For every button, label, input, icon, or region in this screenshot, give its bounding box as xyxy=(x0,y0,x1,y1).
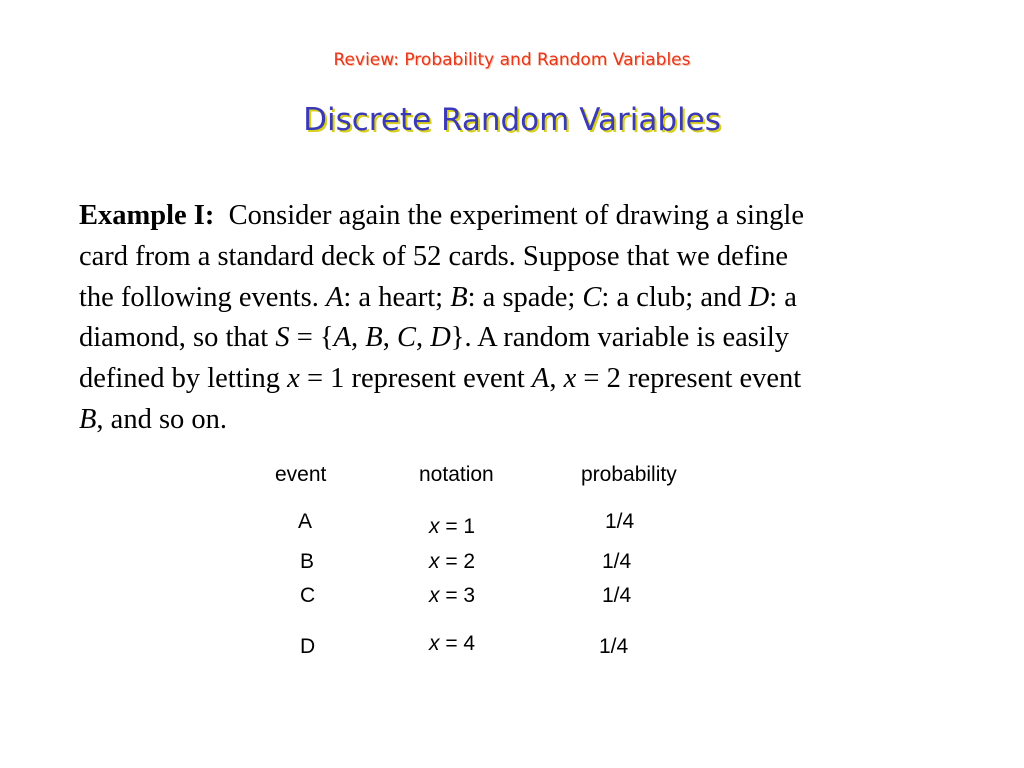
text-segment: = 2 represent event xyxy=(576,363,802,395)
variable-symbol: x xyxy=(429,515,440,538)
example-paragraph xyxy=(79,196,959,441)
notation-value: = 2 xyxy=(439,550,476,573)
text-segment: card from a standard deck of 52 cards. Suppose that we define xyxy=(79,240,789,272)
text-segment: , xyxy=(549,363,564,395)
header-notation: notation xyxy=(419,463,494,486)
paragraph-line-3 xyxy=(79,278,959,319)
text-segment: = { xyxy=(289,322,334,354)
slide-subtitle: Review: Probability and Random Variables xyxy=(333,50,691,70)
paragraph-line-2 xyxy=(79,237,959,278)
event-cell-a: A xyxy=(298,510,313,533)
paragraph-line-4 xyxy=(79,318,959,359)
event-cell-c: C xyxy=(300,584,316,607)
text-segment: }. A random variable is easily xyxy=(450,322,789,354)
header-probability: probability xyxy=(581,463,677,486)
paragraph-line-6 xyxy=(79,400,959,441)
text-segment: Consider again the experiment of drawing a single xyxy=(228,200,804,231)
probability-cell-d: 1/4 xyxy=(599,635,629,658)
text-segment: diamond, so that xyxy=(79,322,276,354)
event-symbol: D xyxy=(748,281,770,313)
text-segment: : a heart; xyxy=(343,281,451,313)
text-segment: , xyxy=(415,322,431,354)
notation-cell-c xyxy=(429,584,475,608)
text-segment: : a spade; xyxy=(467,281,583,313)
event-symbol: B xyxy=(450,281,468,313)
event-symbol: C xyxy=(396,322,416,354)
sample-space-symbol: S xyxy=(275,322,290,354)
text-segment: : a xyxy=(769,281,797,313)
header-event: event xyxy=(275,463,327,486)
variable-symbol: x xyxy=(287,363,300,395)
variable-symbol: x xyxy=(429,584,440,607)
probability-cell-b: 1/4 xyxy=(602,550,632,573)
paragraph-line-5 xyxy=(79,359,959,400)
event-symbol: B xyxy=(79,403,97,435)
text-segment: , xyxy=(351,322,366,354)
paragraph-line-1 xyxy=(79,196,959,237)
text-segment: , xyxy=(382,322,397,354)
text-segment: : a club; and xyxy=(601,281,749,313)
notation-cell-d xyxy=(429,632,475,656)
example-label: Example I: xyxy=(79,200,215,231)
notation-cell-b xyxy=(429,550,475,574)
notation-value: = 3 xyxy=(439,584,476,607)
slide-title: Discrete Random Variables xyxy=(303,102,721,138)
notation-value: = 4 xyxy=(439,632,476,655)
event-symbol: A xyxy=(531,363,550,395)
variable-symbol: x xyxy=(429,550,440,573)
event-cell-b: B xyxy=(300,550,315,573)
notation-cell-a xyxy=(429,515,475,539)
event-symbol: C xyxy=(582,281,602,313)
text-segment: defined by letting xyxy=(79,363,288,395)
text-segment: , and so on. xyxy=(96,403,228,435)
event-symbol: B xyxy=(365,322,383,354)
variable-symbol: x xyxy=(429,632,440,655)
event-symbol: A xyxy=(333,322,352,354)
probability-cell-c: 1/4 xyxy=(602,584,632,607)
event-symbol: D xyxy=(430,322,451,354)
event-cell-d: D xyxy=(300,635,316,658)
variable-symbol: x xyxy=(563,363,577,395)
notation-value: = 1 xyxy=(439,515,476,538)
text-segment: the following events. xyxy=(79,281,326,313)
text-segment: = 1 represent event xyxy=(299,363,532,395)
probability-cell-a: 1/4 xyxy=(605,510,635,533)
event-symbol: A xyxy=(325,281,344,313)
